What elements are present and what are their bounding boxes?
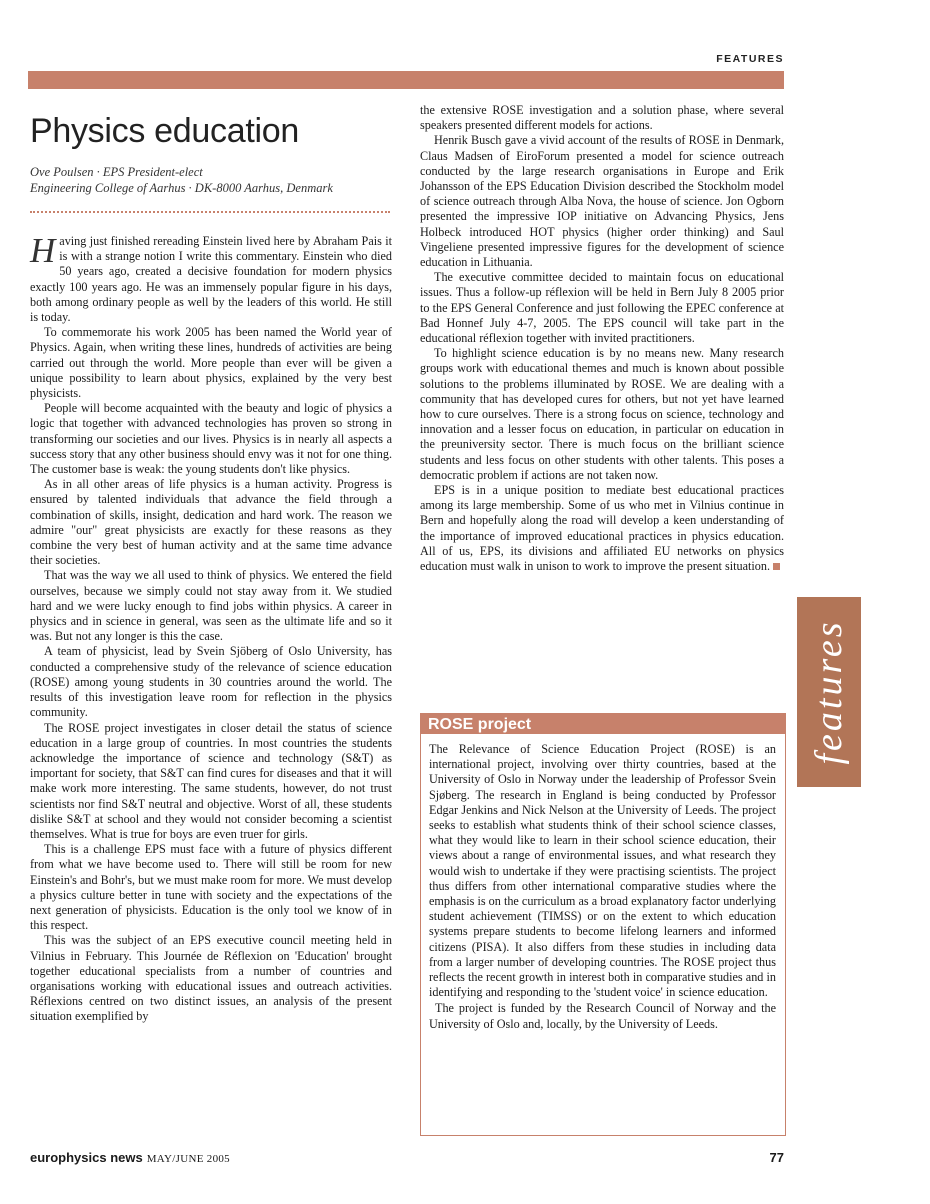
paragraph: The executive committee decided to maintain focus on educational issues. Thus a follow-up réflexion will be held in Bern July 8 2005 prior to the EPS General Conference and just following the EPEC conference at Bad Honnef July 4-7, 2005. The EPS council will take part in the educational réflexion together with invited practitioners. — [420, 270, 784, 346]
paragraph: This was the subject of an EPS executive council meeting held in Vilnius in February. This Journée de Réflexion on 'Education' brought together educational specialists from a number of countries and organisations working with educational issues and outreach activities. Réflexions centred on two distinct issues, an analysis of the present situation exemplified by — [30, 933, 392, 1024]
right-column — [420, 103, 784, 574]
end-mark-icon — [773, 563, 780, 570]
paragraph: The ROSE project investigates in closer detail the status of science education in a large group of countries. In most countries the students acknowledge the importance of science and technology (S&T) as important for society, that S&T can find cures for diseases and that it will make work more interesting. The same students, however, do not trust scientists nor find S&T neutral and objective. Worst of all, these students dislike S&T at school and they would not consider becoming a scientist themselves. What is true for boys are even truer for girls. — [30, 720, 392, 841]
rose-project-box — [420, 713, 786, 1136]
drop-cap: H — [30, 231, 56, 270]
paragraph: Henrik Busch gave a vivid account of the results of ROSE in Denmark, Claus Madsen of EiroForum presented a model for science outreach conducted by the large research organisations in Europe and Erik Johansson of the EPS Education Division described the Stockholm model of science outreach through Alba Nova, the house of science. Jon Ogborn presented the impressive IOP initiative on Advancing Physics, Jens Holbeck introduced HOT physics (higher order thinking) and Saul Vingeliene presented impressive figures for the development of science education in Lithuania. — [420, 133, 784, 270]
paragraph: This is a challenge EPS must face with a future of physics different from what we have become used to. There will still be room for new Einstein's and Bohr's, but we must make room for more. We must develop a physics culture better in tune with society and the expectations of the next generation of physicists. Education is the only tool we know of in this respect. — [30, 842, 392, 933]
paragraph: That was the way we all used to think of physics. We entered the field ourselves, because we simply could not stay away from it. We studied hard and we were lucky enough to find jobs within physics. A career in physics and in science in general, was seen as the ultimate life and so it was. But not any longer is this the case. — [30, 568, 392, 644]
side-tab-features — [797, 597, 861, 787]
paragraph: As in all other areas of life physics is a human activity. Progress is ensured by talented individuals that advance the field through a combination of skills, insight, dedication and hard work. The reason we admire "our" great physicists are exactly for these reasons as they combine the very best of human activity and at the same time advance their societies. — [30, 477, 392, 568]
paragraph: The project is funded by the Research Council of Norway and the University of Oslo and, locally, by the University of Leeds. — [429, 1001, 776, 1031]
paragraph: the extensive ROSE investigation and a solution phase, where several speakers presented different models for actions. — [420, 103, 784, 133]
author-block — [30, 164, 390, 196]
paragraph: The Relevance of Science Education Project (ROSE) is an international project, involving over thirty countries, based at the University of Oslo in Norway under the leadership of Professor Svein Sjøberg. The research in England is being conducted by Professor Edgar Jenkins and Nick Nelson at the University of Leeds. The project seeks to establish what students think of their school science classes, what they would like to learn in their school science education, their views about a range of environmental issues, and what research they would wish to undertake if they were practising scientists. The project thus differs from other international comparative studies where the emphasis is on the curriculum as a broad explanatory factor underlying student achievement (TIMSS) or on the extent to which education systems prepare students to become lifelong learners and informed citizens (PISA). It also differs from these studies in including data from a larger number of developing countries. The ROSE project thus reflects the recent growth in interest both in comparative studies and in identifying and responding to the 'student voice' in science education. — [429, 742, 776, 1000]
rose-box-heading: ROSE project — [421, 714, 785, 734]
left-column — [30, 231, 392, 1025]
issue-date: MAY/JUNE 2005 — [146, 1153, 230, 1165]
article-title: Physics education — [30, 112, 299, 150]
footer-journal — [30, 1150, 230, 1166]
author-line-1: Ove Poulsen · EPS President-elect — [30, 165, 203, 179]
paragraph: A team of physicist, lead by Svein Sjöberg of Oslo University, has conducted a comprehensive study of the relevance of science education (ROSE) among young students in 30 countries around the world. The results of this investigation leave room for reflection in the physics community. — [30, 644, 392, 720]
author-line-2: Engineering College of Aarhus · DK-8000 Aarhus, Denmark — [30, 181, 333, 195]
journal-name: europhysics news — [30, 1150, 143, 1165]
header-bar — [28, 71, 784, 89]
page-number: 77 — [769, 1150, 784, 1165]
side-tab-label: features — [808, 619, 850, 765]
paragraph: People will become acquainted with the beauty and logic of physics a logic that together with advanced technologies has proven so strong in transforming our societies and our lives. Physics is in nearly all aspects a success story that any other business should envy was it not for one thing. The customer base is weak: the young students don't like physics. — [30, 401, 392, 477]
paragraph: To highlight science education is by no means new. Many research groups work with educational themes and much is known about possible solutions to the problems illuminated by ROSE. We are dealing with a community that has developed cures for others, but not yet have learned how to cure ourselves. There is a strong focus on science, technology and innovation and a lesser focus on education, in particular on education in the preuniversity sector. There is much focus on the brilliant science students and less focus on other students with other talents. This poses a democratic problem if actions are not taken now. — [420, 346, 784, 482]
section-label: FEATURES — [716, 53, 784, 65]
paragraph: To commemorate his work 2005 has been named the World year of Physics. Again, when writing these lines, hundreds of activities are being carried out through the world. More people than ever will be given a unique possibility to learn about physics, explained by the very best physicists. — [30, 325, 392, 401]
paragraph: EPS is in a unique position to mediate best educational practices among its large membership. Some of us who met in Vilnius continue in Bern and hopefully along the road will develop a keen understanding of the importance of improved educational practices in physics education. All of us, EPS, its divisions and affiliated EU networks on physics education must walk in unison to work to improve the present situation. — [420, 483, 784, 574]
paragraph: Having just finished rereading Einstein lived here by Abraham Pais it is with a strange notion I write this commentary. Einstein who died 50 years ago, created a decisive foundation for modern physics exactly 100 years ago. He was an immensely popular figure in his days, both among ordinary people as well by the leaders of this world. He still is today. — [30, 231, 392, 325]
title-divider — [30, 211, 390, 213]
rose-box-body — [421, 734, 785, 1032]
